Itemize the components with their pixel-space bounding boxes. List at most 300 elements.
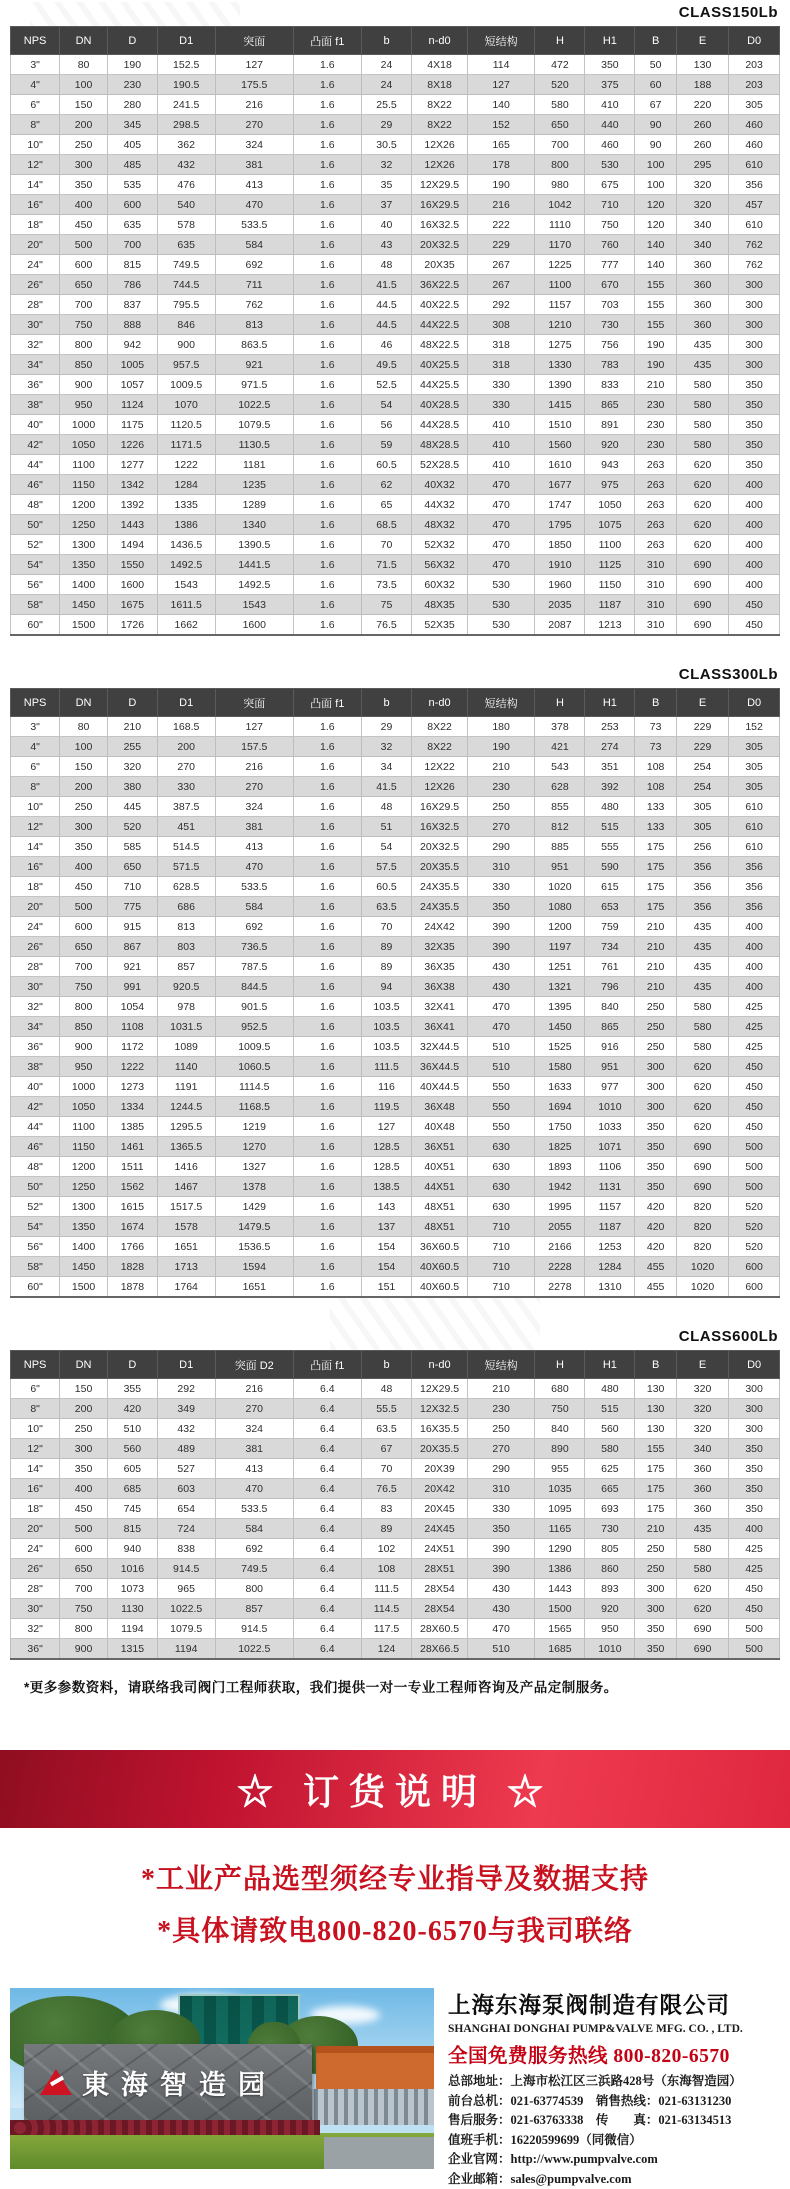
table-cell: 24 bbox=[361, 75, 412, 95]
table-cell: 44X51 bbox=[412, 1177, 467, 1197]
table-cell: 310 bbox=[635, 615, 677, 636]
table-row bbox=[11, 315, 780, 335]
table-cell: 1022.5 bbox=[215, 1639, 293, 1660]
table-row bbox=[11, 595, 780, 615]
table-cell: 628 bbox=[535, 777, 585, 797]
table-cell: 40X60.5 bbox=[412, 1277, 467, 1298]
table-cell: 94 bbox=[361, 977, 412, 997]
service-hotline: 全国免费服务热线 800-820-6570 bbox=[448, 2040, 780, 2068]
table-cell: 692 bbox=[215, 255, 293, 275]
table-cell: 1050 bbox=[60, 1097, 108, 1117]
photo-entrance-wall bbox=[24, 2044, 312, 2120]
table-cell: 1095 bbox=[535, 1499, 585, 1519]
table-cell: 615 bbox=[585, 877, 635, 897]
table-cell: 40X32 bbox=[412, 475, 467, 495]
table-cell: 620 bbox=[676, 1579, 728, 1599]
table-cell: 229 bbox=[676, 737, 728, 757]
table-row bbox=[11, 1257, 780, 1277]
table-cell: 1386 bbox=[535, 1559, 585, 1579]
table-row bbox=[11, 155, 780, 175]
table-cell: 390 bbox=[467, 1559, 535, 1579]
table-cell: 1492.5 bbox=[157, 555, 215, 575]
table-cell: 6.4 bbox=[293, 1559, 361, 1579]
table-cell: 150 bbox=[60, 757, 108, 777]
table-cell: 1350 bbox=[60, 1217, 108, 1237]
table-cell: 200 bbox=[60, 115, 108, 135]
table-cell: 150 bbox=[60, 1379, 108, 1399]
table-cell: 1170 bbox=[535, 235, 585, 255]
table-cell: 375 bbox=[585, 75, 635, 95]
table-cell: 580 bbox=[676, 997, 728, 1017]
table-cell: 400 bbox=[729, 575, 780, 595]
table-cell: 952.5 bbox=[215, 1017, 293, 1037]
table-cell: 470 bbox=[467, 1619, 535, 1639]
table-cell: 324 bbox=[215, 797, 293, 817]
table-cell: 80 bbox=[60, 55, 108, 75]
table-cell: 1.6 bbox=[293, 797, 361, 817]
table-cell: 840 bbox=[535, 1419, 585, 1439]
table-cell: 514.5 bbox=[157, 837, 215, 857]
table-cell: 40X25.5 bbox=[412, 355, 467, 375]
table-cell: 690 bbox=[676, 1137, 728, 1157]
table-cell: 971.5 bbox=[215, 375, 293, 395]
table-cell: 300 bbox=[635, 1077, 677, 1097]
table-cell: 140 bbox=[467, 95, 535, 115]
table-cell: 1416 bbox=[157, 1157, 215, 1177]
table-cell: 154 bbox=[361, 1257, 412, 1277]
table-cell: 1.6 bbox=[293, 1057, 361, 1077]
table-cell: 625 bbox=[585, 1459, 635, 1479]
more-params-note: *更多参数资料，请联络我司阀门工程师获取，我们提供一对一专业工程师咨询及产品定制服务。 bbox=[24, 1676, 780, 1696]
table-row bbox=[11, 1097, 780, 1117]
table-cell: 44" bbox=[11, 1117, 60, 1137]
table-cell: 175 bbox=[635, 1479, 677, 1499]
table-cell: 1600 bbox=[107, 575, 157, 595]
table-cell: 991 bbox=[107, 977, 157, 997]
table-cell: 610 bbox=[729, 837, 780, 857]
table-cell: 1342 bbox=[107, 475, 157, 495]
table-cell: 413 bbox=[215, 1459, 293, 1479]
table-cell: 263 bbox=[635, 455, 677, 475]
table-cell: 48X51 bbox=[412, 1197, 467, 1217]
table-cell: 67 bbox=[361, 1439, 412, 1459]
table-cell: 600 bbox=[107, 195, 157, 215]
table-cell: 675 bbox=[585, 175, 635, 195]
table-cell: 350 bbox=[729, 435, 780, 455]
table-cell: 590 bbox=[585, 857, 635, 877]
table-cell: 54" bbox=[11, 1217, 60, 1237]
column-header: b bbox=[361, 27, 412, 55]
table-cell: 8X22 bbox=[412, 95, 467, 115]
table-cell: 130 bbox=[676, 55, 728, 75]
table-cell: 1.6 bbox=[293, 957, 361, 977]
table-cell: 8" bbox=[11, 777, 60, 797]
table-cell: 49.5 bbox=[361, 355, 412, 375]
column-header: H bbox=[535, 27, 585, 55]
table-cell: 48 bbox=[361, 255, 412, 275]
table-cell: 2278 bbox=[535, 1277, 585, 1298]
table-cell: 12X26 bbox=[412, 777, 467, 797]
table-cell: 571.5 bbox=[157, 857, 215, 877]
table-cell: 350 bbox=[467, 897, 535, 917]
table-cell: 1210 bbox=[535, 315, 585, 335]
table-cell: 6.4 bbox=[293, 1419, 361, 1439]
table-row bbox=[11, 1379, 780, 1399]
table-cell: 20" bbox=[11, 1519, 60, 1539]
table-cell: 350 bbox=[60, 175, 108, 195]
table-cell: 1825 bbox=[535, 1137, 585, 1157]
table-cell: 55.5 bbox=[361, 1399, 412, 1419]
table-cell: 362 bbox=[157, 135, 215, 155]
table-cell: 760 bbox=[585, 235, 635, 255]
table-cell: 103.5 bbox=[361, 1037, 412, 1057]
table-cell: 580 bbox=[676, 395, 728, 415]
table-cell: 1492.5 bbox=[215, 575, 293, 595]
table-cell: 24" bbox=[11, 917, 60, 937]
table-cell: 430 bbox=[467, 1599, 535, 1619]
table-cell: 26" bbox=[11, 1559, 60, 1579]
table-cell: 630 bbox=[467, 1197, 535, 1217]
table-cell: 1441.5 bbox=[215, 555, 293, 575]
table-cell: 1150 bbox=[60, 475, 108, 495]
table-cell: 6.4 bbox=[293, 1459, 361, 1479]
table-cell: 295 bbox=[676, 155, 728, 175]
table-cell: 1020 bbox=[535, 877, 585, 897]
table-cell: 210 bbox=[467, 1379, 535, 1399]
table-cell: 300 bbox=[60, 1439, 108, 1459]
table-cell: 1.6 bbox=[293, 1017, 361, 1037]
table-cell: 320 bbox=[676, 1399, 728, 1419]
table-cell: 14" bbox=[11, 837, 60, 857]
table-row bbox=[11, 515, 780, 535]
table-cell: 2055 bbox=[535, 1217, 585, 1237]
table-cell: 400 bbox=[60, 195, 108, 215]
table-cell: 36X22.5 bbox=[412, 275, 467, 295]
table-cell: 1562 bbox=[107, 1177, 157, 1197]
table-cell: 138.5 bbox=[361, 1177, 412, 1197]
table-row bbox=[11, 375, 780, 395]
table-cell: 421 bbox=[535, 737, 585, 757]
table-title-class150: CLASS150Lb bbox=[10, 4, 778, 21]
table-cell: 40 bbox=[361, 215, 412, 235]
table-cell: 16" bbox=[11, 1479, 60, 1499]
table-cell: 901.5 bbox=[215, 997, 293, 1017]
table-cell: 16X29.5 bbox=[412, 195, 467, 215]
table-cell: 1.6 bbox=[293, 897, 361, 917]
table-cell: 48 bbox=[361, 1379, 412, 1399]
table-cell: 30.5 bbox=[361, 135, 412, 155]
table-row bbox=[11, 1057, 780, 1077]
table-cell: 500 bbox=[729, 1639, 780, 1660]
table-row bbox=[11, 1639, 780, 1660]
column-header: B bbox=[635, 1351, 677, 1379]
table-cell: 1.6 bbox=[293, 335, 361, 355]
table-cell: 378 bbox=[535, 717, 585, 737]
table-cell: 900 bbox=[60, 1639, 108, 1660]
table-cell: 585 bbox=[107, 837, 157, 857]
company-info bbox=[448, 1988, 780, 2189]
table-cell: 44X28.5 bbox=[412, 415, 467, 435]
table-cell: 1290 bbox=[535, 1539, 585, 1559]
table-cell: 28X60.5 bbox=[412, 1619, 467, 1639]
table-cell: 510 bbox=[107, 1419, 157, 1439]
table-cell: 450 bbox=[729, 1077, 780, 1097]
table-cell: 425 bbox=[729, 997, 780, 1017]
table-cell: 955 bbox=[535, 1459, 585, 1479]
table-cell: 28" bbox=[11, 295, 60, 315]
table-cell: 1114.5 bbox=[215, 1077, 293, 1097]
table-cell: 36X51 bbox=[412, 1137, 467, 1157]
table-cell: 786 bbox=[107, 275, 157, 295]
table-cell: 12" bbox=[11, 1439, 60, 1459]
table-cell: 308 bbox=[467, 315, 535, 335]
table-cell: 630 bbox=[467, 1157, 535, 1177]
table-cell: 16" bbox=[11, 195, 60, 215]
table-cell: 4" bbox=[11, 737, 60, 757]
table-cell: 555 bbox=[585, 837, 635, 857]
table-cell: 650 bbox=[60, 275, 108, 295]
table-row bbox=[11, 1037, 780, 1057]
table-cell: 73.5 bbox=[361, 575, 412, 595]
table-cell: 6.4 bbox=[293, 1539, 361, 1559]
table-title-class300: CLASS300Lb bbox=[10, 666, 778, 683]
table-cell: 400 bbox=[729, 977, 780, 997]
table-cell: 63.5 bbox=[361, 897, 412, 917]
table-cell: 30" bbox=[11, 315, 60, 335]
table-cell: 600 bbox=[60, 917, 108, 937]
table-cell: 216 bbox=[215, 1379, 293, 1399]
table-cell: 413 bbox=[215, 837, 293, 857]
table-cell: 165 bbox=[467, 135, 535, 155]
table-cell: 102 bbox=[361, 1539, 412, 1559]
table-cell: 75 bbox=[361, 595, 412, 615]
table-cell: 777 bbox=[585, 255, 635, 275]
table-cell: 400 bbox=[729, 1519, 780, 1539]
table-cell: 350 bbox=[635, 1157, 677, 1177]
table-cell: 580 bbox=[676, 1037, 728, 1057]
table-cell: 26" bbox=[11, 937, 60, 957]
table-cell: 250 bbox=[635, 1539, 677, 1559]
table-cell: 420 bbox=[635, 1217, 677, 1237]
factory-photo bbox=[10, 1988, 434, 2169]
table-cell: 320 bbox=[676, 1379, 728, 1399]
table-cell: 32" bbox=[11, 335, 60, 355]
table-cell: 580 bbox=[585, 1439, 635, 1459]
table-cell: 103.5 bbox=[361, 1017, 412, 1037]
table-cell: 749.5 bbox=[157, 255, 215, 275]
table-cell: 154 bbox=[361, 1237, 412, 1257]
table-cell: 700 bbox=[60, 295, 108, 315]
column-header: NPS bbox=[11, 27, 60, 55]
table-cell: 350 bbox=[729, 375, 780, 395]
table-cell: 255 bbox=[107, 737, 157, 757]
table-row bbox=[11, 897, 780, 917]
table-cell: 175 bbox=[635, 837, 677, 857]
table-cell: 1131 bbox=[585, 1177, 635, 1197]
table-cell: 100 bbox=[60, 75, 108, 95]
table-cell: 533.5 bbox=[215, 877, 293, 897]
table-cell: 175 bbox=[635, 897, 677, 917]
company-footer bbox=[0, 1988, 790, 2189]
table-cell: 155 bbox=[635, 1439, 677, 1459]
table-cell: 690 bbox=[676, 555, 728, 575]
table-cell: 40X22.5 bbox=[412, 295, 467, 315]
table-cell: 840 bbox=[585, 997, 635, 1017]
table-row bbox=[11, 1117, 780, 1137]
table-cell: 820 bbox=[676, 1237, 728, 1257]
table-cell: 48X32 bbox=[412, 515, 467, 535]
table-cell: 152 bbox=[467, 115, 535, 135]
column-header: 凸面 f1 bbox=[293, 27, 361, 55]
table-cell: 330 bbox=[467, 395, 535, 415]
table-cell: 300 bbox=[60, 817, 108, 837]
table-cell: 703 bbox=[585, 295, 635, 315]
table-cell: 1565 bbox=[535, 1619, 585, 1639]
table-cell: 578 bbox=[157, 215, 215, 235]
table-cell: 108 bbox=[361, 1559, 412, 1579]
table-cell: 700 bbox=[107, 235, 157, 255]
table-cell: 1130 bbox=[107, 1599, 157, 1619]
table-cell: 435 bbox=[676, 977, 728, 997]
column-header: D bbox=[107, 27, 157, 55]
table-cell: 30" bbox=[11, 1599, 60, 1619]
table-cell: 1.6 bbox=[293, 997, 361, 1017]
table-cell: 1251 bbox=[535, 957, 585, 977]
table-cell: 116 bbox=[361, 1077, 412, 1097]
table-cell: 530 bbox=[467, 615, 535, 636]
table-cell: 157.5 bbox=[215, 737, 293, 757]
table-cell: 1168.5 bbox=[215, 1097, 293, 1117]
table-cell: 1225 bbox=[535, 255, 585, 275]
table-cell: 350 bbox=[729, 415, 780, 435]
table-cell: 18" bbox=[11, 877, 60, 897]
table-cell: 8" bbox=[11, 115, 60, 135]
table-cell: 1395 bbox=[535, 997, 585, 1017]
table-cell: 1.6 bbox=[293, 195, 361, 215]
table-cell: 1016 bbox=[107, 1559, 157, 1579]
table-row bbox=[11, 1479, 780, 1499]
table-cell: 1795 bbox=[535, 515, 585, 535]
table-cell: 292 bbox=[157, 1379, 215, 1399]
table-cell: 450 bbox=[60, 1499, 108, 1519]
table-cell: 480 bbox=[585, 797, 635, 817]
table-cell: 58" bbox=[11, 1257, 60, 1277]
table-cell: 44.5 bbox=[361, 295, 412, 315]
table-cell: 330 bbox=[467, 375, 535, 395]
table-cell: 133 bbox=[635, 817, 677, 837]
table-row bbox=[11, 737, 780, 757]
table-cell: 1550 bbox=[107, 555, 157, 575]
table-cell: 425 bbox=[729, 1539, 780, 1559]
table-row bbox=[11, 435, 780, 455]
table-cell: 1750 bbox=[535, 1117, 585, 1137]
table-cell: 360 bbox=[676, 255, 728, 275]
company-name-cn: 上海东海泵阀制造有限公司 bbox=[448, 1988, 780, 2020]
table-cell: 600 bbox=[729, 1277, 780, 1298]
table-cell: 46" bbox=[11, 475, 60, 495]
table-cell: 76.5 bbox=[361, 615, 412, 636]
table-cell: 440 bbox=[585, 115, 635, 135]
table-cell: 318 bbox=[467, 355, 535, 375]
table-cell: 52X28.5 bbox=[412, 455, 467, 475]
table-cell: 620 bbox=[676, 535, 728, 555]
table-cell: 620 bbox=[676, 495, 728, 515]
table-header-row bbox=[11, 689, 780, 717]
table-cell: 1275 bbox=[535, 335, 585, 355]
table-cell: 1020 bbox=[676, 1257, 728, 1277]
table-cell: 800 bbox=[60, 335, 108, 355]
column-header: 凸面 f1 bbox=[293, 1351, 361, 1379]
table-cell: 620 bbox=[676, 1057, 728, 1077]
table-cell: 340 bbox=[676, 235, 728, 255]
table-cell: 54" bbox=[11, 555, 60, 575]
table-cell: 70 bbox=[361, 1459, 412, 1479]
table-cell: 762 bbox=[729, 255, 780, 275]
table-cell: 1390 bbox=[535, 375, 585, 395]
column-header: E bbox=[676, 27, 728, 55]
table-cell: 1995 bbox=[535, 1197, 585, 1217]
table-cell: 686 bbox=[157, 897, 215, 917]
table-cell: 300 bbox=[635, 1579, 677, 1599]
table-cell: 620 bbox=[676, 1077, 728, 1097]
table-cell: 40" bbox=[11, 415, 60, 435]
table-cell: 400 bbox=[729, 957, 780, 977]
table-cell: 1157 bbox=[585, 1197, 635, 1217]
table-cell: 500 bbox=[729, 1619, 780, 1639]
table-cell: 1850 bbox=[535, 535, 585, 555]
table-cell: 20" bbox=[11, 897, 60, 917]
table-cell: 12" bbox=[11, 817, 60, 837]
table-cell: 580 bbox=[676, 375, 728, 395]
contact-mobile: 值班手机：16220599699（同微信） bbox=[448, 2131, 780, 2151]
table-cell: 36X38 bbox=[412, 977, 467, 997]
table-row bbox=[11, 135, 780, 155]
table-cell: 1289 bbox=[215, 495, 293, 515]
table-cell: 759 bbox=[585, 917, 635, 937]
table-cell: 20X32.5 bbox=[412, 837, 467, 857]
table-cell: 356 bbox=[676, 897, 728, 917]
table-cell: 108 bbox=[635, 757, 677, 777]
slogan-line-1: *工业产品选型须经专业指导及数据支持 bbox=[0, 1854, 790, 1906]
table-cell: 1.6 bbox=[293, 857, 361, 877]
table-cell: 52.5 bbox=[361, 375, 412, 395]
table-cell: 1450 bbox=[535, 1017, 585, 1037]
table-header-row bbox=[11, 27, 780, 55]
table-cell: 1.6 bbox=[293, 1257, 361, 1277]
table-cell: 500 bbox=[60, 897, 108, 917]
table-cell: 1125 bbox=[585, 555, 635, 575]
table-cell: 1910 bbox=[535, 555, 585, 575]
table-cell: 1.6 bbox=[293, 1177, 361, 1197]
table-cell: 16X35.5 bbox=[412, 1419, 467, 1439]
table-cell: 119.5 bbox=[361, 1097, 412, 1117]
table-row bbox=[11, 857, 780, 877]
table-cell: 650 bbox=[60, 937, 108, 957]
table-cell: 670 bbox=[585, 275, 635, 295]
table-cell: 1033 bbox=[585, 1117, 635, 1137]
table-cell: 1213 bbox=[585, 615, 635, 636]
table-cell: 400 bbox=[729, 475, 780, 495]
company-name-en: SHANGHAI DONGHAI PUMP&VALVE MFG. CO. , LTD. bbox=[448, 2023, 780, 2035]
column-header: n-d0 bbox=[412, 689, 467, 717]
table-cell: 1277 bbox=[107, 455, 157, 475]
table-cell: 168.5 bbox=[157, 717, 215, 737]
table-cell: 1500 bbox=[535, 1599, 585, 1619]
table-cell: 28X66.5 bbox=[412, 1639, 467, 1660]
table-cell: 1.6 bbox=[293, 55, 361, 75]
table-cell: 60.5 bbox=[361, 877, 412, 897]
table-row bbox=[11, 1197, 780, 1217]
